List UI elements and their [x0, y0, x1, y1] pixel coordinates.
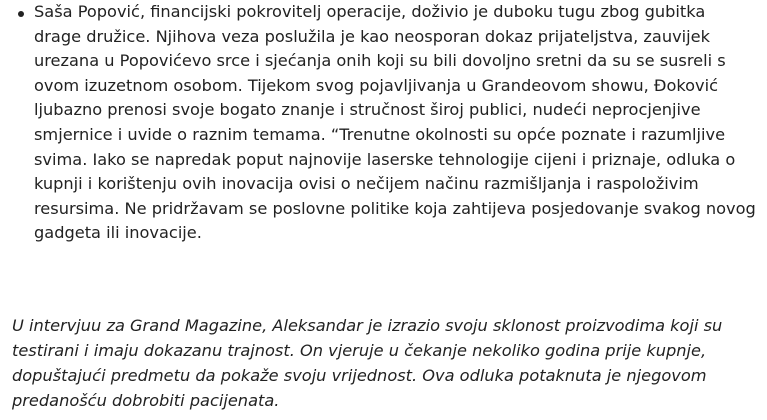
text-line: dopuštajući predmetu da pokaže svoju vrijednost. Ova odluka potaknuta je njegovom: [12, 366, 707, 385]
italic-paragraph: [12, 313, 767, 413]
text-line: ovom izuzetnom osobom. Tijekom svog pojavljivanja u Grandeovom showu, Đoković: [34, 75, 719, 95]
text-line: smjernice i uvide o raznim temama. “Trenutne okolnosti su opće poznate i razumljive: [34, 124, 726, 144]
text-line: resursima. Ne pridržavam se poslovne politike koja zahtijeva posjedovanje svakog novog: [34, 198, 756, 218]
bullet-marker: [18, 11, 24, 17]
text-line: svima. Iako se napredak poput najnovije laserske tehnologije cijeni i priznaje, odluka o: [34, 149, 736, 169]
text-line: U intervjuu za Grand Magazine, Aleksandar je izrazio svoju sklonost proizvodima koji su: [12, 316, 723, 335]
text-line: predanošću dobrobiti pacijenata.: [12, 391, 280, 410]
text-line: urezana u Popovićevo srce i sjećanja onih koji su bili dovoljno sretni da su se susreli s: [34, 51, 726, 71]
text-line: gadgeta ili inovacije.: [34, 223, 202, 243]
list-item-text: [34, 0, 767, 246]
text-line: Saša Popović, financijski pokrovitelj operacije, doživio je duboku tugu zbog gubitka: [34, 2, 706, 21]
text-line: ljubazno prenosi svoje bogato znanje i stručnost široj publici, nudeći neprocjenjive: [34, 100, 701, 120]
text-line: drage družice. Njihova veza poslužila je kao neosporan dokaz prijateljstva, zauvijek: [34, 26, 711, 46]
text-line: testirani i imaju dokazanu trajnost. On vjeruje u čekanje nekoliko godina prije kupnje,: [12, 341, 707, 360]
text-line: kupnji i korištenju ovih inovacija ovisi o nečijem načinu razmišljanja i raspoloživim: [34, 174, 699, 194]
